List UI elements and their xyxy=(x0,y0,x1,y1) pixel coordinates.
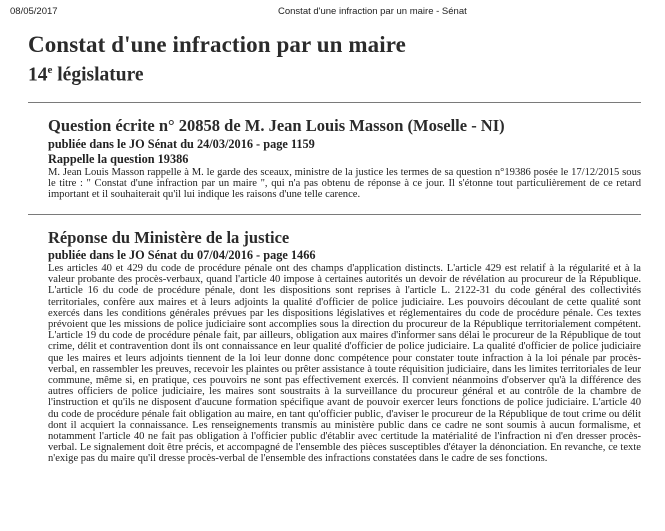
legislature-heading xyxy=(28,64,144,87)
print-date: 08/05/2017 xyxy=(10,6,58,17)
print-header xyxy=(10,6,655,20)
question-title: Question écrite n° 20858 de M. Jean Louis Masson (Moselle - NI) xyxy=(48,116,505,135)
print-page-title: Constat d'une infraction par un maire - Sénat xyxy=(278,6,467,17)
divider xyxy=(28,214,641,215)
question-recall: Rappelle la question 19386 xyxy=(48,152,189,166)
legislature-label: législature xyxy=(57,64,144,86)
legislature-number: 14 xyxy=(28,64,48,86)
answer-published: publiée dans le JO Sénat du 07/04/2016 - page 1466 xyxy=(48,248,316,262)
page-title: Constat d'une infraction par un maire xyxy=(28,32,406,57)
question-text: M. Jean Louis Masson rappelle à M. le garde des sceaux, ministre de la justice les termes de sa question n°19386 posée le 17/12/2015 sous le titre : " Constat d'une infraction par un maire ", qui n'a pas obtenu de réponse à ce jour. Il s'étonne tout particulièrement de ce retard important et il souhaiterait qu'il lui indique les raisons d'une telle carence. xyxy=(48,167,641,201)
divider xyxy=(28,102,641,103)
answer-text: Les articles 40 et 429 du code de procédure pénale ont des champs d'application distincts. L'article 429 est relatif à la régularité et à la valeur probante des procès-verbaux, quand l'article 40 impose à certaines autorités un devoir de révélation au procureur de la République. L'article 16 du code de procédure pénale, dont les dispositions sont reprises à l'article L. 2122-31 du code général des collectivités territoriales, confère aux maires et à leurs adjoints la qualité d'officier de police judiciaire. Les pouvoirs découlant de cette qualité sont exercés dans les conditions générales prévues par les dispositions législatives et réglementaires du code de procédure pénale. Ces textes prévoient que les missions de police judiciaire sont accomplies sous la direction du procureur de la République territorialement compétent. L'article 19 du code de procédure pénale fait, par ailleurs, obligation aux maires d'informer sans délai le procureur de la République de tout crime, délit et contravention dont ils ont connaissance en leur qualité d'officier de police judiciaire. La qualité d'officier de police judiciaire que les maires et leurs adjoints tiennent de la loi leur donne donc compétence pour constater toute infraction à la loi pénale par procès-verbal, en rassembler les preuves, recevoir les plaintes ou prêter assistance à toute réquisition judiciaire, dans les limites territoriales de leur commune, même si, en pratique, ces pouvoirs ne sont pas effectivement exercés. Il convient néanmoins d'observer qu'à la différence des autres officiers de police judiciaire, les maires sont soustraits à la surveillance du procureur général et au contrôle de la chambre de l'instruction et qu'ils ne disposent d'aucune formation spécifique avant de pouvoir exercer leurs fonctions de police judiciaire. L'article 40 du code de procédure pénale fait obligation au maire, en tant qu'officier public, d'aviser le procureur de la République de tout crime ou délit dont il acquiert la connaissance. Les renseignements transmis au ministère public dans ce cadre ne sont soumis à aucun formalisme, et notamment l'article 40 ne fait pas obligation à l'officier public d'établir avec certitude la matérialité de l'infraction ni d'en dresser procès-verbal. Le signalement doit être précis, et accompagné de l'ensemble des pièces susceptibles d'étayer la dénonciation. En revanche, ce texte n'exige pas du maire qu'il dresse procès-verbal de l'ensemble des infractions constatées dans le cadre de ses fonctions. xyxy=(48,263,641,465)
legislature-suffix: e xyxy=(47,64,53,76)
answer-title: Réponse du Ministère de la justice xyxy=(48,228,290,247)
question-published: publiée dans le JO Sénat du 24/03/2016 - page 1159 xyxy=(48,137,315,151)
